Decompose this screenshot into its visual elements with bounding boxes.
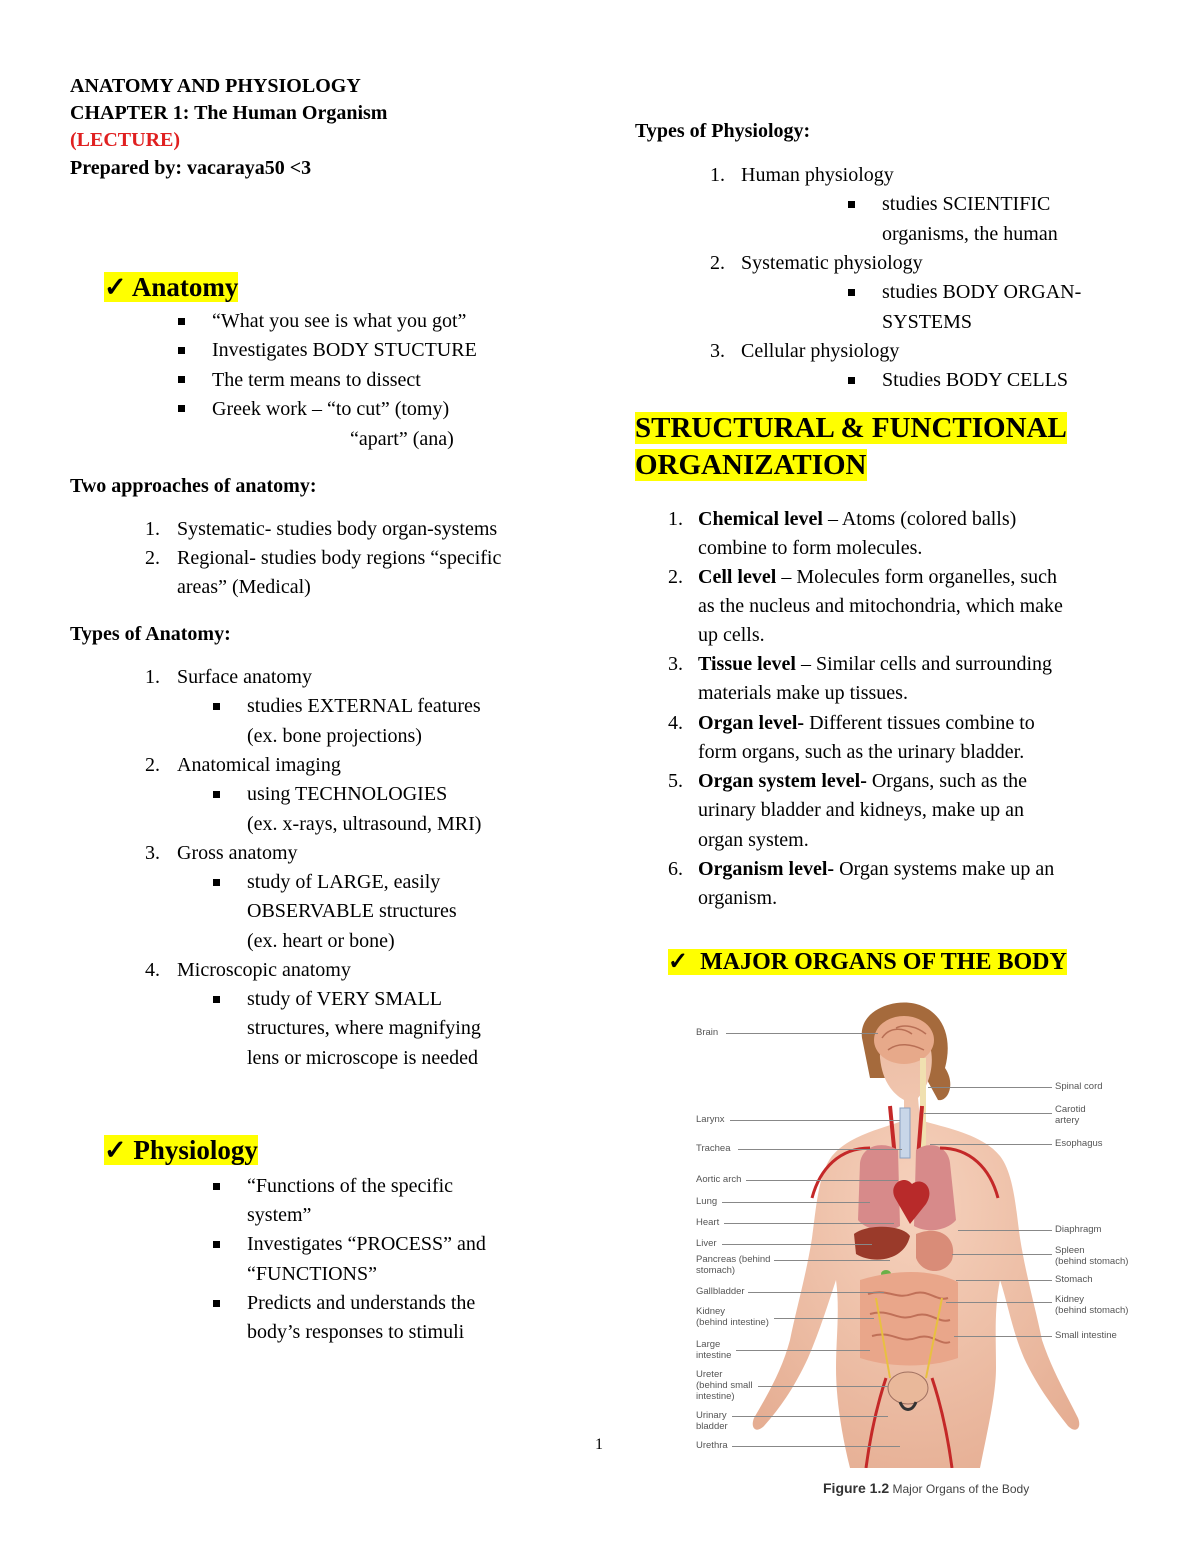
list-number: 3. [710,340,725,362]
bullet-icon [213,1183,220,1190]
list-number: 1. [710,164,725,186]
label-carotid-artery-2: artery [1055,1115,1080,1126]
chapter-label: CHAPTER 1: [70,102,190,124]
approaches-title: Two approaches of anatomy: [70,475,317,497]
sub-item: using TECHNOLOGIES [247,783,448,805]
level-term: Organism level- [698,858,835,880]
sub-item: study of VERY SMALL [247,988,443,1010]
major-organs-heading [668,946,1067,978]
label-heart: Heart [696,1217,720,1228]
list-number: 3. [145,842,160,864]
doc-title: ANATOMY AND PHYSIOLOGY [70,75,361,97]
level-term: Organ system level- [698,770,867,792]
leader-line [952,1254,1052,1255]
label-stomach: Stomach [1055,1274,1093,1285]
level-item [698,563,1057,593]
major-organs-heading-text: MAJOR ORGANS OF THE BODY [700,949,1067,975]
list-item: Gross anatomy [177,842,298,864]
label-diaphragm: Diaphragm [1055,1224,1102,1235]
level-text: materials make up tissues. [698,682,908,704]
leader-line [732,1416,888,1417]
leader-line [774,1260,890,1261]
label-larynx: Larynx [696,1114,725,1125]
label-large-intestine: Large [696,1339,721,1350]
label-small-intestine: Small intestine [1055,1330,1117,1341]
physiology-heading [104,1132,258,1168]
anatomy-heading-text: Anatomy [131,272,239,302]
list-item: areas” (Medical) [177,576,311,598]
bullet-icon [213,879,220,886]
label-spleen: Spleen [1055,1245,1085,1256]
bullet-icon [213,996,220,1003]
level-item [698,505,1016,535]
prepared-by: Prepared by: vacaraya50 <3 [70,157,312,179]
sub-item: OBSERVABLE structures [247,900,457,922]
list-item: Human physiology [741,164,894,186]
list-item: “What you see is what you got” [212,310,467,332]
bullet-icon [178,318,185,325]
label-kidney-right-2: (behind stomach) [1055,1305,1129,1316]
sub-item: lens or microscope is needed [247,1047,479,1069]
list-number: 1. [668,508,683,530]
check-icon: ✓ [668,949,695,975]
list-number: 1. [145,666,160,688]
page-number: 1 [595,1436,603,1453]
list-number: 6. [668,858,683,880]
figure-caption [823,1480,1029,1496]
leader-line [930,1144,1052,1145]
leader-line [748,1292,884,1293]
leader-line [774,1318,874,1319]
list-number: 4. [668,712,683,734]
list-item: “FUNCTIONS” [247,1263,377,1285]
leader-line [722,1244,872,1245]
bullet-icon [178,376,185,383]
list-number: 2. [145,547,160,569]
list-item: Systematic physiology [741,252,923,274]
list-item: Systematic- studies body organ-systems [177,518,498,540]
list-item: Cellular physiology [741,340,900,362]
level-text: organ system. [698,829,809,851]
list-item: Surface anatomy [177,666,312,688]
list-item: Anatomical imaging [177,754,341,776]
level-term: Organ level- [698,712,805,734]
label-carotid-artery: Carotid [1055,1104,1086,1115]
label-ureter-2: (behind small [696,1380,753,1391]
sub-item: (ex. heart or bone) [247,930,395,952]
level-text: Different tissues combine to [804,712,1035,734]
leader-line [956,1280,1052,1281]
check-icon: ✓ [104,1135,134,1165]
label-pancreas-2: stomach) [696,1265,736,1276]
level-item [698,855,1054,885]
leader-line [746,1180,898,1181]
level-term: Tissue level [698,653,796,675]
sub-item: organisms, the human [882,223,1058,245]
label-urethra: Urethra [696,1440,728,1451]
level-item [698,709,1035,739]
list-number: 2. [710,252,725,274]
label-kidney-right: Kidney [1055,1294,1085,1305]
sub-item: Studies BODY CELLS [882,369,1068,391]
list-item: system” [247,1204,312,1226]
leader-line [946,1302,1052,1303]
level-text: – Atoms (colored balls) [822,508,1017,530]
leader-line [954,1336,1052,1337]
level-text: up cells. [698,624,765,646]
list-item: Greek work – “to cut” (tomy) [212,398,450,420]
sub-item: (ex. bone projections) [247,725,422,747]
level-term: Chemical level [698,508,823,530]
leader-line [732,1446,900,1447]
list-number: 2. [145,754,160,776]
label-urinary-bladder-2: bladder [696,1421,728,1432]
anatomy-heading [104,269,238,305]
leader-line [924,1113,1052,1114]
label-ureter: Ureter [696,1369,723,1380]
leader-line [738,1149,902,1150]
figure-caption-text: Major Organs of the Body [892,1482,1030,1496]
list-item: Microscopic anatomy [177,959,351,981]
list-item: Investigates “PROCESS” and [247,1233,486,1255]
list-number: 2. [668,566,683,588]
level-text: as the nucleus and mitochondria, which make [698,595,1063,617]
label-spinal-cord: Spinal cord [1055,1081,1103,1092]
anatomy-types-title: Types of Anatomy: [70,623,231,645]
leader-line [736,1350,870,1351]
level-text: urinary bladder and kidneys, make up an [698,799,1025,821]
leader-line [958,1230,1052,1231]
physiology-heading-highlight [104,1135,258,1165]
leader-line [758,1386,888,1387]
list-number: 5. [668,770,683,792]
sub-item: (ex. x-rays, ultrasound, MRI) [247,813,482,835]
level-text: Organs, such as the [866,770,1028,792]
physiology-heading-text: Physiology [133,1135,258,1165]
label-spleen-2: (behind stomach) [1055,1256,1129,1267]
label-large-intestine-2: intestine [696,1350,732,1361]
organization-heading-line1: STRUCTURAL & FUNCTIONAL [635,412,1067,444]
list-item: Regional- studies body regions “specific [177,547,502,569]
label-trachea: Trachea [696,1143,731,1154]
physiology-types-title: Types of Physiology: [635,120,811,142]
bullet-icon [213,703,220,710]
label-pancreas: Pancreas (behind [696,1254,771,1265]
label-lung: Lung [696,1196,718,1207]
label-ureter-3: intestine) [696,1391,735,1402]
sub-item: studies BODY ORGAN- [882,281,1082,303]
organization-heading-line2: ORGANIZATION [635,449,867,481]
level-item [698,650,1052,680]
leader-line [928,1087,1052,1088]
label-gallbladder: Gallbladder [696,1286,745,1297]
label-kidney-left-2: (behind intestine) [696,1317,769,1328]
check-icon: ✓ [104,272,132,302]
major-organs-heading-highlight [668,949,1067,975]
leader-line [724,1223,894,1224]
level-term: Cell level [698,566,777,588]
list-item: Investigates BODY STUCTURE [212,339,477,361]
label-kidney-left: Kidney [696,1306,726,1317]
bullet-icon [213,1241,220,1248]
list-number: 4. [145,959,160,981]
list-number: 3. [668,653,683,675]
level-text: – Molecules form organelles, such [776,566,1057,588]
sub-item: studies SCIENTIFIC [882,193,1051,215]
lecture-label: (LECTURE) [70,129,181,151]
label-aortic-arch: Aortic arch [696,1174,742,1185]
bullet-icon [213,791,220,798]
bullet-icon [848,377,855,384]
list-item-continuation: “apart” (ana) [350,428,454,450]
level-text: Organ systems make up an [834,858,1055,880]
organization-heading [635,410,1067,484]
leader-line [730,1120,900,1121]
level-text: organism. [698,887,778,909]
level-item [698,767,1027,797]
anatomy-heading-highlight [104,272,238,302]
chapter-line [70,99,387,129]
list-item: “Functions of the specific [247,1175,454,1197]
bullet-icon [848,201,855,208]
chapter-name: The Human Organism [189,102,388,124]
label-brain: Brain [696,1027,719,1038]
list-item: The term means to dissect [212,369,421,391]
sub-item: SYSTEMS [882,311,973,333]
label-urinary-bladder: Urinary [696,1410,727,1421]
bullet-icon [178,405,185,412]
leader-line [726,1033,878,1034]
list-item: body’s responses to stimuli [247,1321,465,1343]
level-text: – Similar cells and surrounding [795,653,1053,675]
sub-item: structures, where magnifying [247,1017,481,1039]
sub-item: studies EXTERNAL features [247,695,481,717]
level-text: combine to form molecules. [698,537,923,559]
label-liver: Liver [696,1238,717,1249]
level-text: form organs, such as the urinary bladder. [698,741,1025,763]
list-item: Predicts and understands the [247,1292,476,1314]
list-number: 1. [145,518,160,540]
sub-item: study of LARGE, easily [247,871,441,893]
bullet-icon [213,1300,220,1307]
bullet-icon [848,289,855,296]
bullet-icon [178,347,185,354]
label-esophagus: Esophagus [1055,1138,1103,1149]
leader-line [722,1202,870,1203]
figure-number: Figure 1.2 [823,1480,890,1496]
